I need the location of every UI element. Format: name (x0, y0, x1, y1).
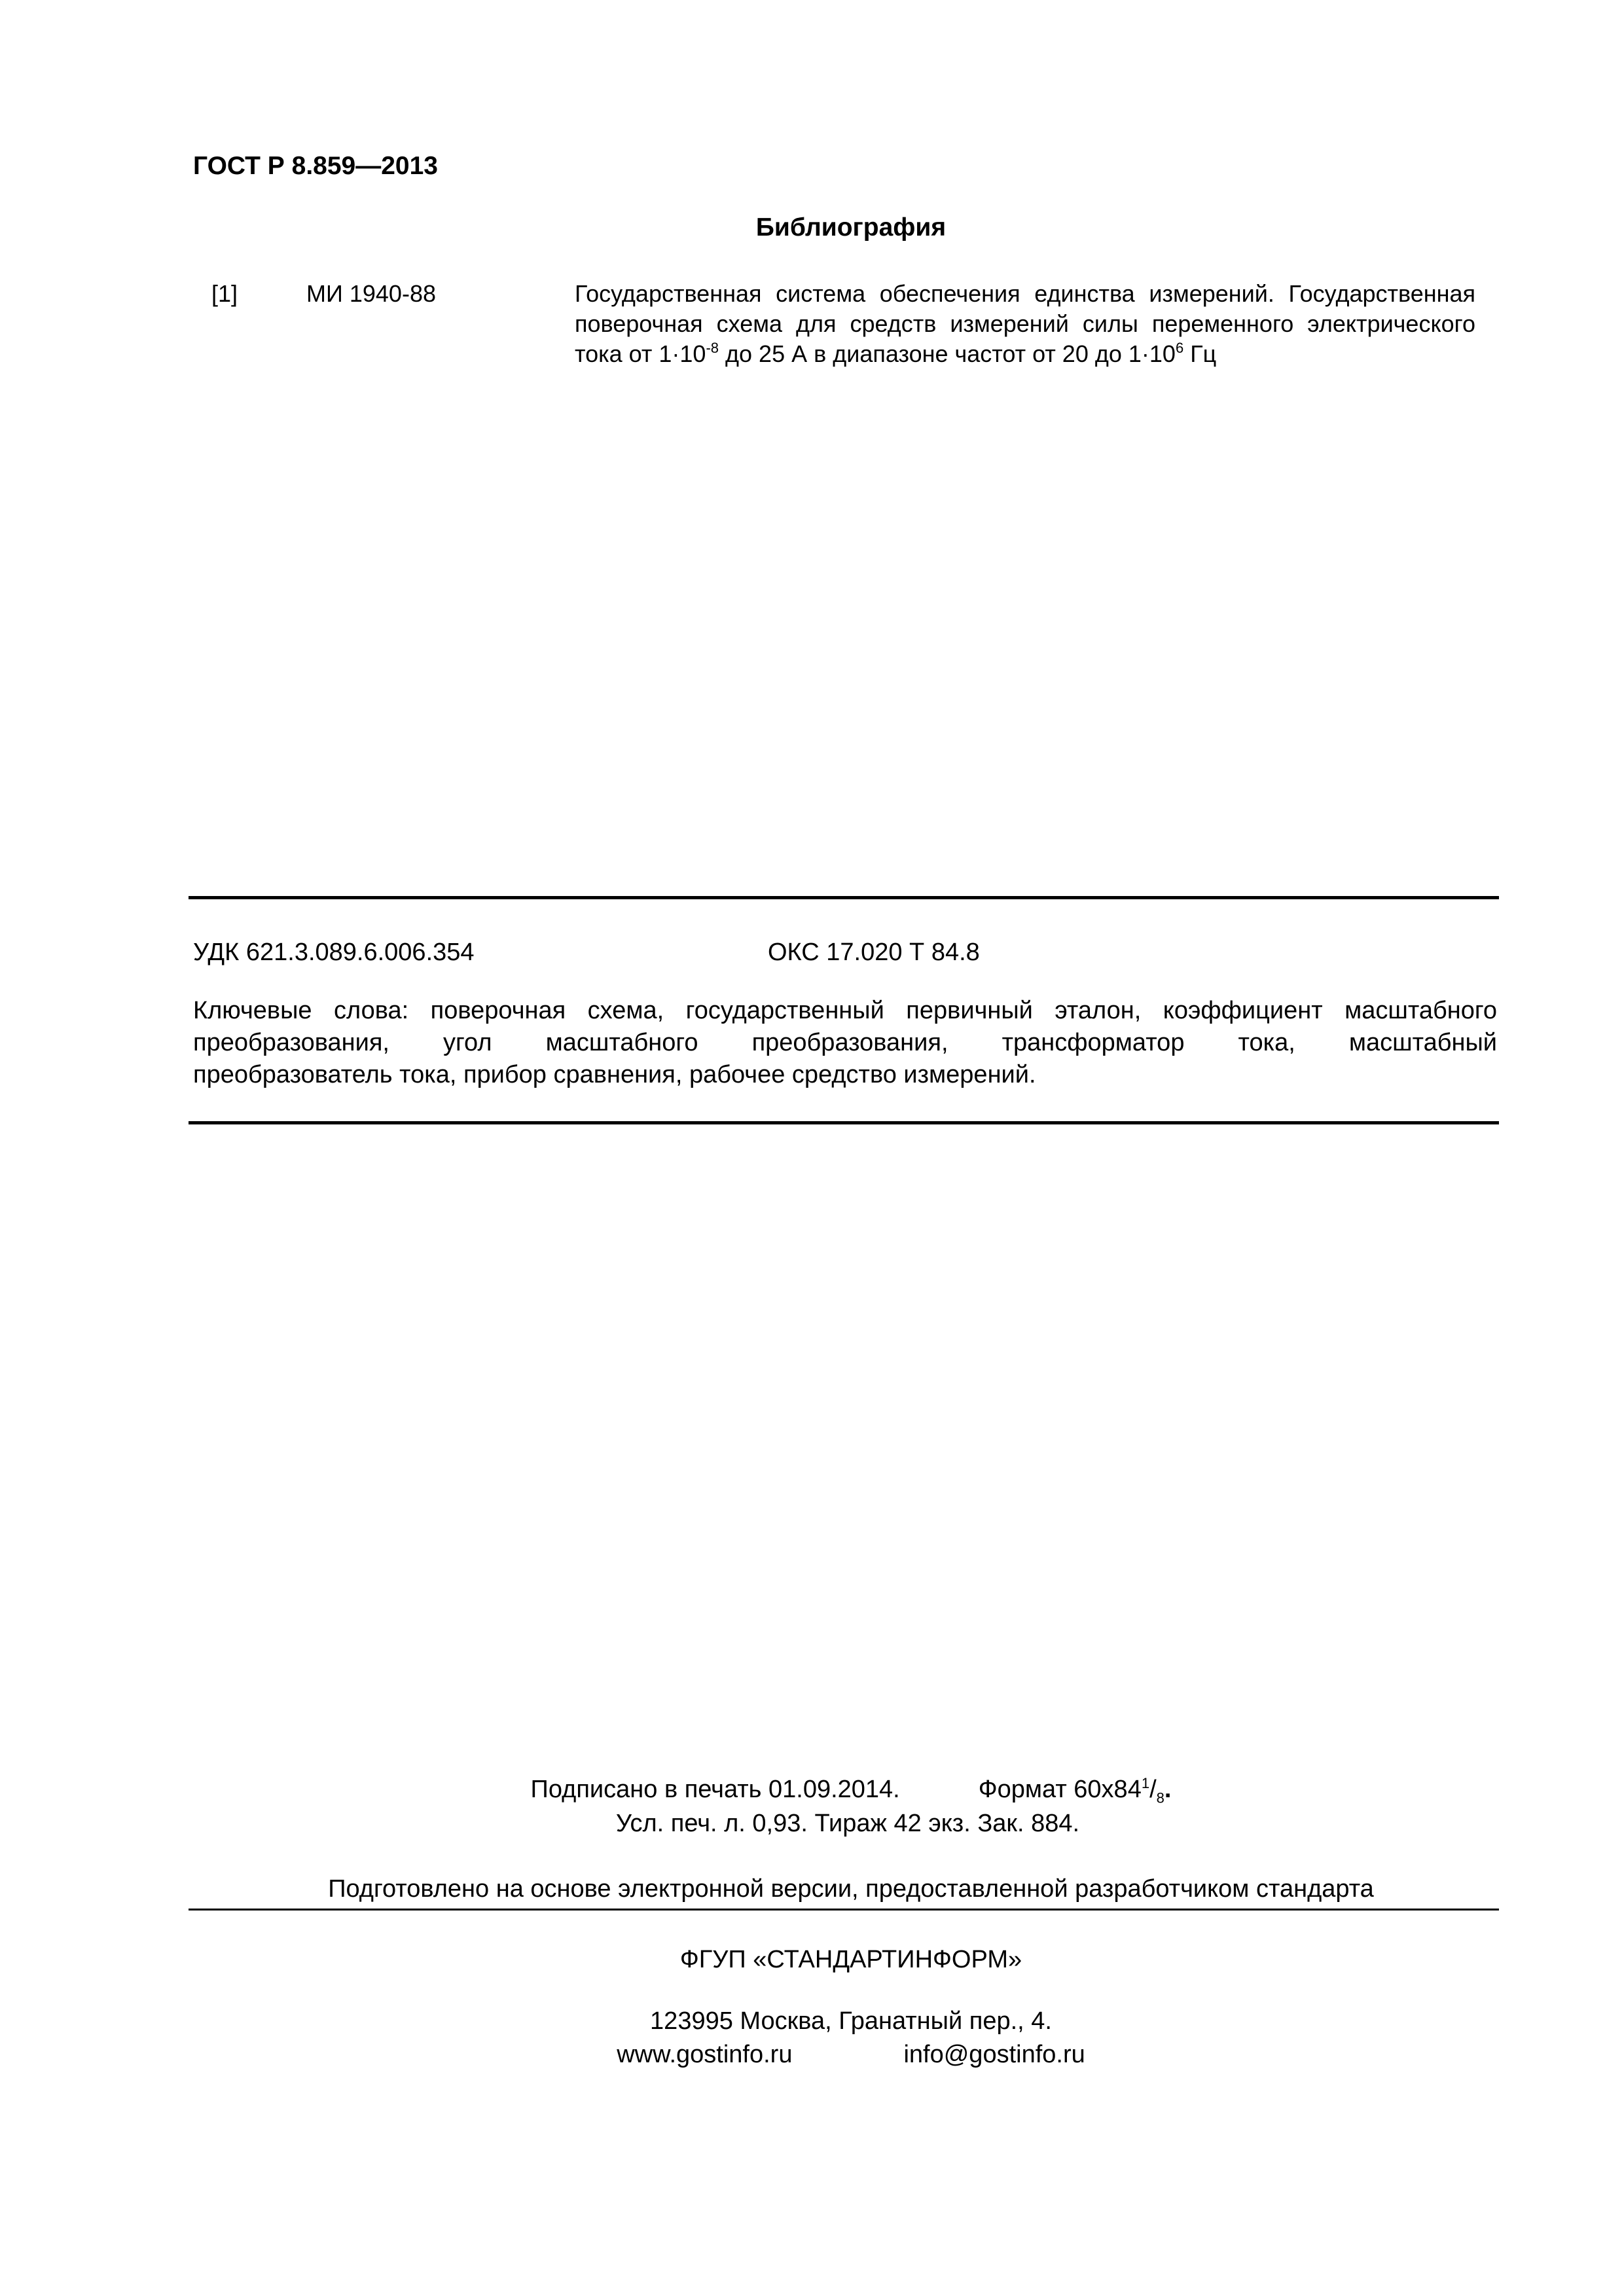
bibliography-desc-line-2: поверочная схема для средств измерений силы переменного электрического (575, 310, 1475, 337)
udc-code: УДК 621.3.089.6.006.354 (193, 939, 475, 966)
format-label: Формат 60x84 (978, 1776, 1142, 1803)
publisher-website: www.gostinfo.ru (617, 2041, 793, 2068)
signed-for-print-line (0, 1776, 1624, 1804)
oks-code: ОКС 17.020 Т 84.8 (768, 939, 980, 966)
section-divider-bottom (189, 1121, 1499, 1124)
exponent-superscript: 6 (1175, 340, 1184, 356)
bibliography-entry-number: [1] (211, 280, 238, 307)
format-superscript: 1 (1141, 1775, 1150, 1791)
desc-text-part: до 25 А в диапазоне частот от 20 до 1·10 (719, 340, 1176, 367)
keywords-line-3: преобразователь тока, прибор сравнения, рабочее средство измерений. (193, 1061, 1036, 1088)
prepared-note: Подготовлено на основе электронной версии, предоставленной разработчиком стандарта (328, 1875, 1374, 1903)
format-subscript: 8 (1156, 1789, 1164, 1806)
desc-text-part: Гц (1183, 340, 1217, 367)
keywords-line-2: преобразования, угол масштабного преобразования, трансформатор тока, масштабный (193, 1029, 1497, 1056)
bibliography-desc-line-1: Государственная система обеспечения единства измерений. Государственная (575, 280, 1475, 307)
bibliography-title: Библиография (755, 213, 947, 242)
print-info-line: Усл. печ. л. 0,93. Тираж 42 экз. Зак. 884. (615, 1810, 1080, 1837)
section-divider-top (189, 896, 1499, 899)
signed-date: Подписано в печать 01.09.2014. (530, 1776, 900, 1803)
keywords-paragraph (193, 995, 1497, 1091)
format-period: . (1164, 1776, 1172, 1803)
publisher-email: info@gostinfo.ru (903, 2041, 1085, 2068)
bibliography-entry-code: МИ 1940-88 (306, 280, 436, 307)
keywords-line-1: Ключевые слова: поверочная схема, государственный первичный эталон, коэффициент масштабного (193, 997, 1497, 1024)
format-slash: / (1149, 1776, 1157, 1803)
bibliography-entry-description (575, 279, 1475, 369)
document-code-header: ГОСТ Р 8.859—2013 (193, 152, 438, 180)
imprint-divider (189, 1909, 1499, 1910)
publisher-contacts (0, 2041, 1624, 2069)
publisher-address: 123995 Москва, Гранатный пер., 4. (650, 2007, 1052, 2035)
exponent-superscript: -8 (706, 340, 719, 356)
publisher-name: ФГУП «СТАНДАРТИНФОРМ» (679, 1946, 1022, 1973)
desc-text-part: тока от 1·10 (575, 340, 706, 367)
bibliography-desc-line-3 (575, 339, 1475, 369)
